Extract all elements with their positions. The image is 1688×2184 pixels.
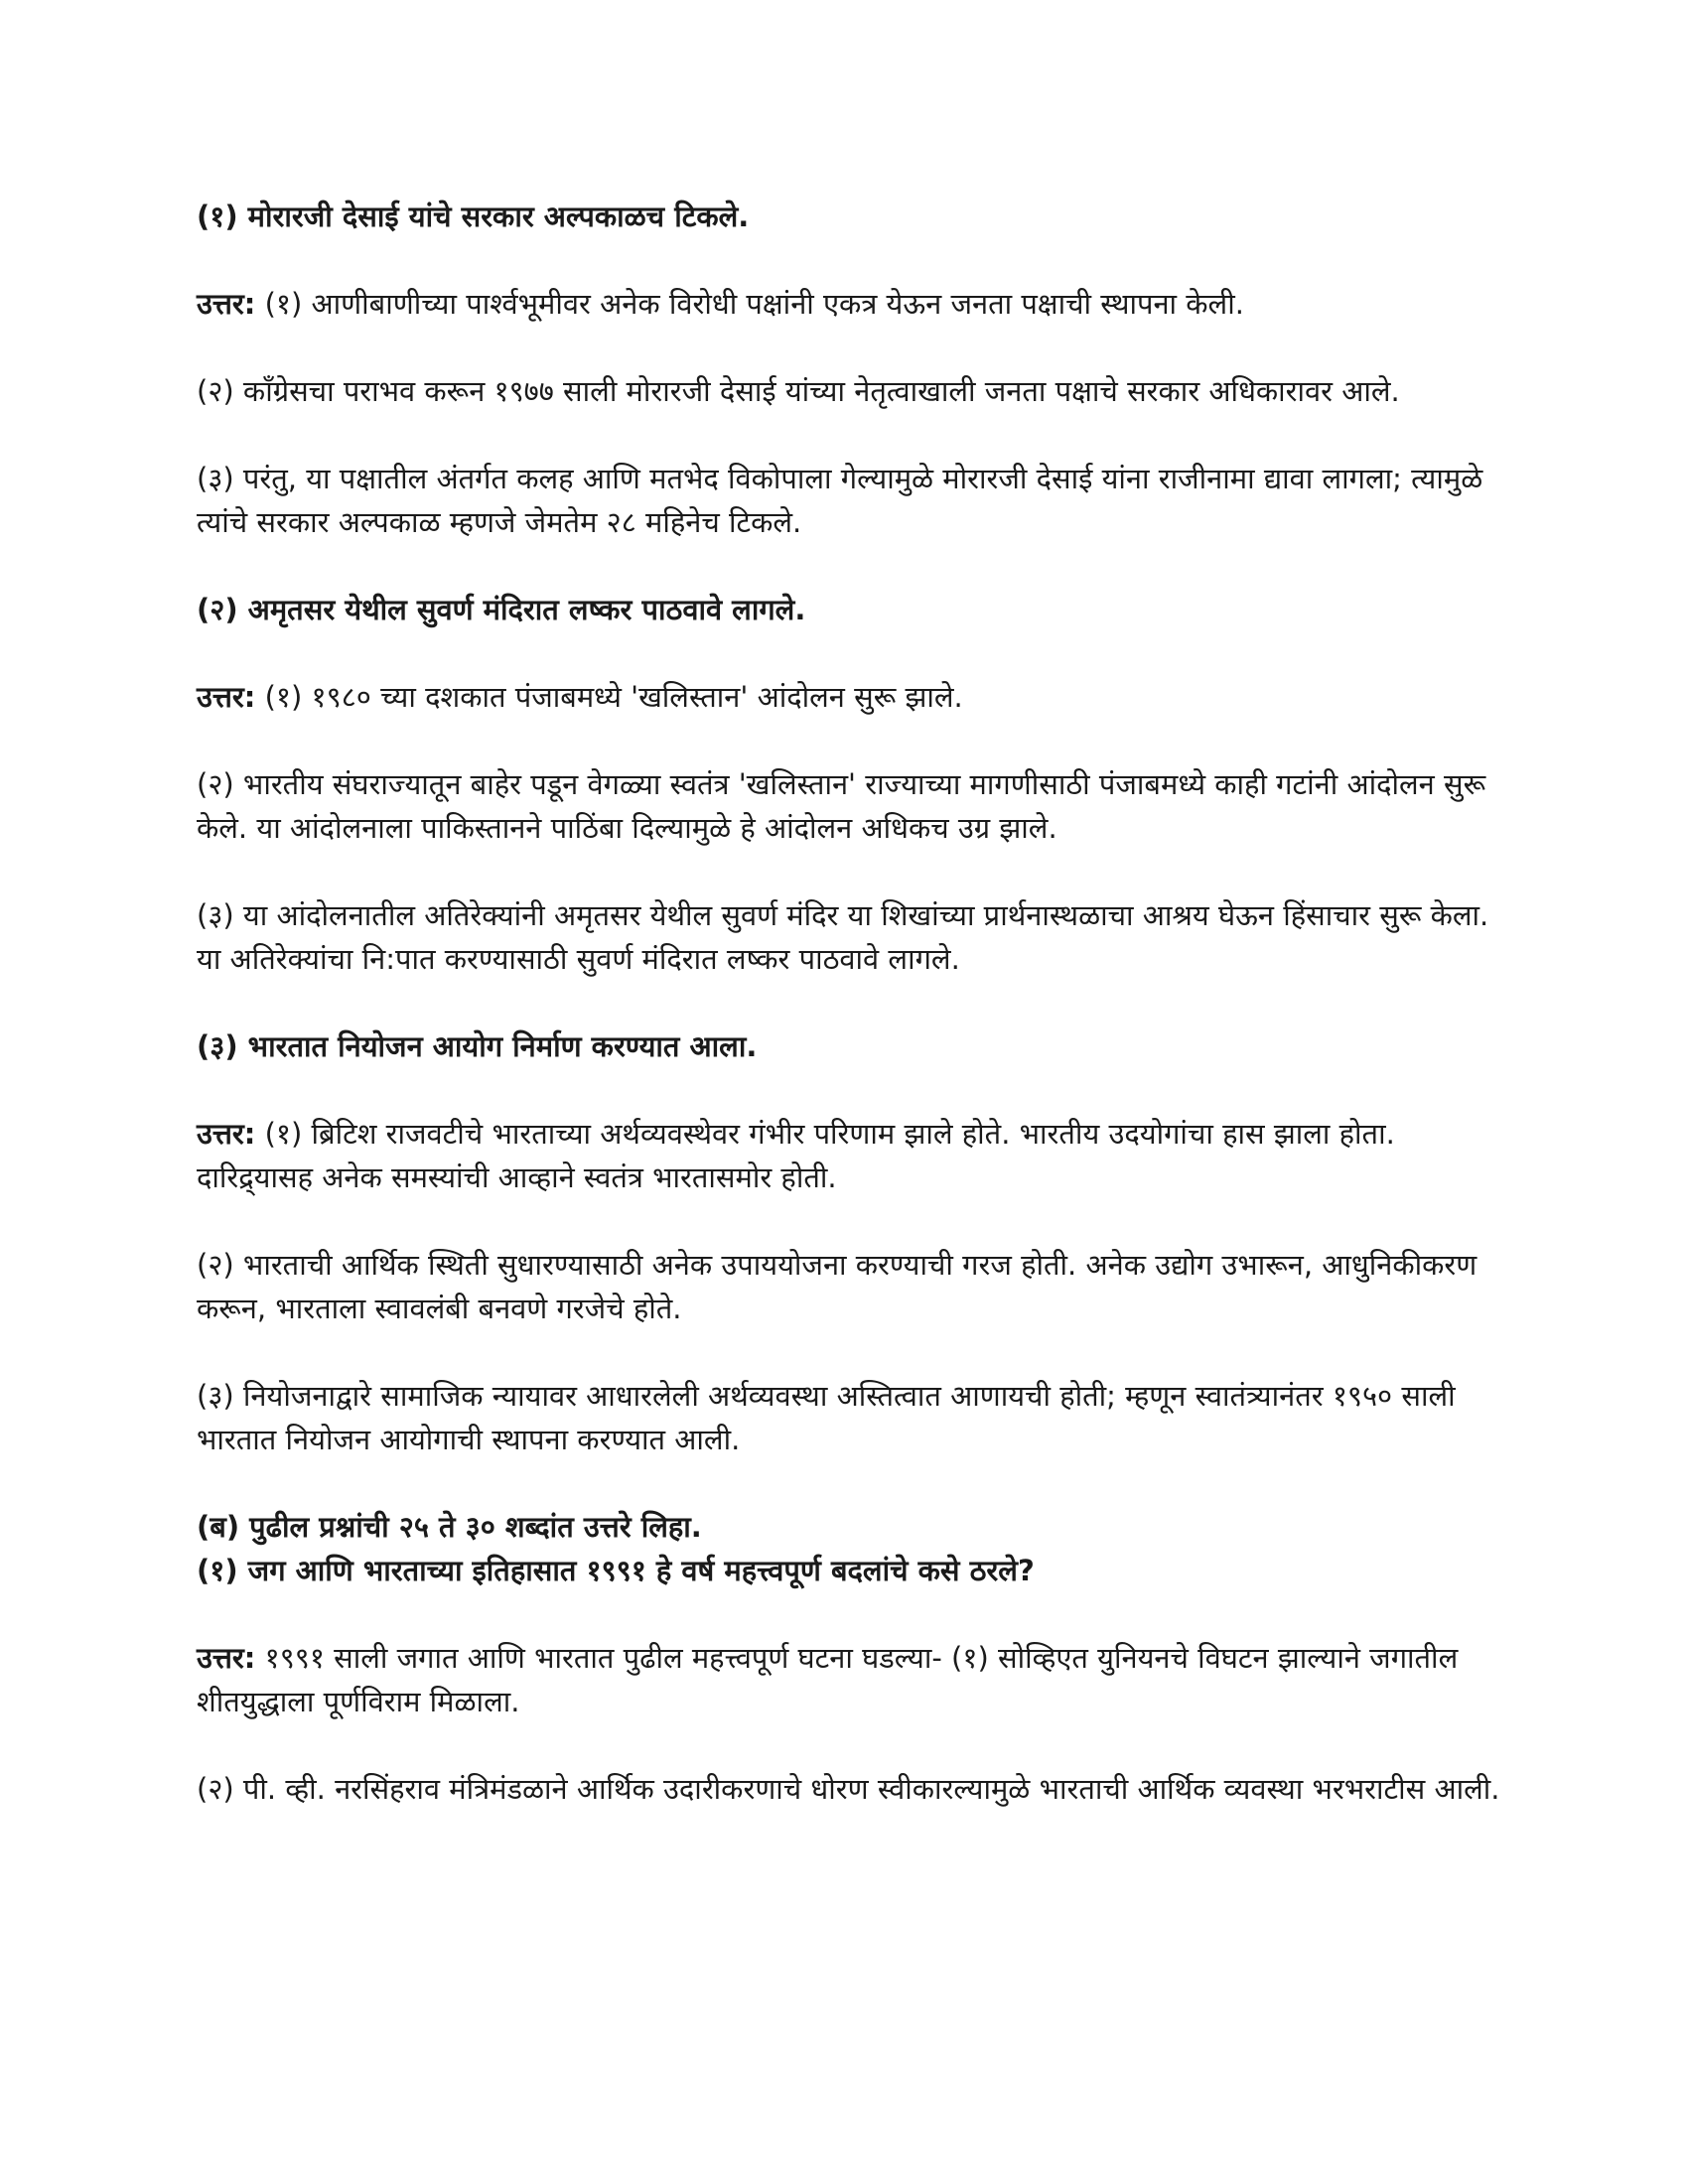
answer-label: उत्तर: bbox=[197, 1117, 256, 1151]
answer-1-point-3: (३) परंतु, या पक्षातील अंतर्गत कलह आणि मतभेद विकोपाला गेल्यामुळे मोरारजी देसाई यांना राजीनामा द्यावा लागला; त्यामुळे त्यांचे सरकार अल्पकाळ म्हणजे जेमतेम २८ महिनेच टिकले. bbox=[197, 462, 1483, 539]
answer-text: १९९१ साली जगात आणि भारतात पुढील महत्त्वपूर्ण घटना घडल्या- (१) सोव्हिएत युनियनचे विघटन झाल्याने जगातील शीतयुद्धाला पूर्णविराम मिळाला. bbox=[197, 1641, 1459, 1718]
answer-text: (१) आणीबाणीच्या पार्श्वभूमीवर अनेक विरोधी पक्षांनी एकत्र येऊन जनता पक्षाची स्थापना केली. bbox=[264, 287, 1244, 321]
answer-label: उत्तर: bbox=[197, 287, 256, 321]
answer-1-point-2: (२) काँग्रेसचा पराभव करून १९७७ साली मोरारजी देसाई यांच्या नेतृत्वाखाली जनता पक्षाचे सरकार अधिकारावर आले. bbox=[197, 374, 1400, 408]
answer-2-point-1 bbox=[197, 675, 1507, 719]
question-1-heading: (१) मोरारजी देसाई यांचे सरकार अल्पकाळच टिकले. bbox=[197, 200, 750, 233]
answer-text: (१) १९८० च्या दशकात पंजाबमध्ये 'खलिस्तान' आंदोलन सुरू झाले. bbox=[264, 680, 963, 714]
document-page bbox=[197, 195, 1507, 1854]
answer-1-point-1 bbox=[197, 282, 1507, 326]
part-b-heading: (ब) पुढील प्रश्नांची २५ ते ३० शब्दांत उत्तरे लिहा. bbox=[197, 1510, 702, 1544]
answer-2-point-2: (२) भारतीय संघराज्यातून बाहेर पडून वेगळ्या स्वतंत्र 'खलिस्तान' राज्याच्या मागणीसाठी पंजाबमध्ये काही गटांनी आंदोलन सुरू केले. या आंदोलनाला पाकिस्तानने पाठिंबा दिल्यामुळे हे आंदोलन अधिकच उग्र झाले. bbox=[197, 767, 1486, 845]
question-2-heading: (२) अमृतसर येथील सुवर्ण मंदिरात लष्कर पाठवावे लागले. bbox=[197, 593, 806, 626]
answer-3-point-2: (२) भारताची आर्थिक स्थिती सुधारण्यासाठी अनेक उपाययोजना करण्याची गरज होती. अनेक उद्योग उभारून, आधुनिकीकरण करून, भारताला स्वावलंबी बनवणे गरजेचे होते. bbox=[197, 1248, 1477, 1325]
answer-label: उत्तर: bbox=[197, 1641, 256, 1675]
part-b-question-1: (१) जग आणि भारताच्या इतिहासात १९९१ हे वर्ष महत्त्वपूर्ण बदलांचे कसे ठरले? bbox=[197, 1554, 1035, 1587]
part-b-answer-point-1 bbox=[197, 1636, 1507, 1723]
answer-3-point-3: (३) नियोजनाद्वारे सामाजिक न्यायावर आधारलेली अर्थव्यवस्था अस्तित्वात आणायची होती; म्हणून स्वातंत्र्यानंतर १९५० साली भारतात नियोजन आयोगाची स्थापना करण्यात आली. bbox=[197, 1379, 1456, 1456]
answer-label: उत्तर: bbox=[197, 680, 256, 714]
part-b-answer-point-2: (२) पी. व्ही. नरसिंहराव मंत्रिमंडळाने आर्थिक उदारीकरणाचे धोरण स्वीकारल्यामुळे भारताची आर्थिक व्यवस्था भरभराटीस आली. bbox=[197, 1772, 1500, 1806]
answer-3-point-1 bbox=[197, 1112, 1507, 1199]
question-3-heading: (३) भारतात नियोजन आयोग निर्माण करण्यात आला. bbox=[197, 1029, 758, 1063]
answer-text: (१) ब्रिटिश राजवटीचे भारताच्या अर्थव्यवस्थेवर गंभीर परिणाम झाले होते. भारतीय उदयोगांचा हास झाला होता. दारिद्र्यासह अनेक समस्यांची आव्हाने स्वतंत्र भारतासमोर होती. bbox=[197, 1117, 1395, 1194]
answer-2-point-3: (३) या आंदोलनातील अतिरेक्यांनी अमृतसर येथील सुवर्ण मंदिर या शिखांच्या प्रार्थनास्थळाचा आश्रय घेऊन हिंसाचार सुरू केला. या अतिरेक्यांचा नि:पात करण्यासाठी सुवर्ण मंदिरात लष्कर पाठवावे लागले. bbox=[197, 898, 1489, 976]
